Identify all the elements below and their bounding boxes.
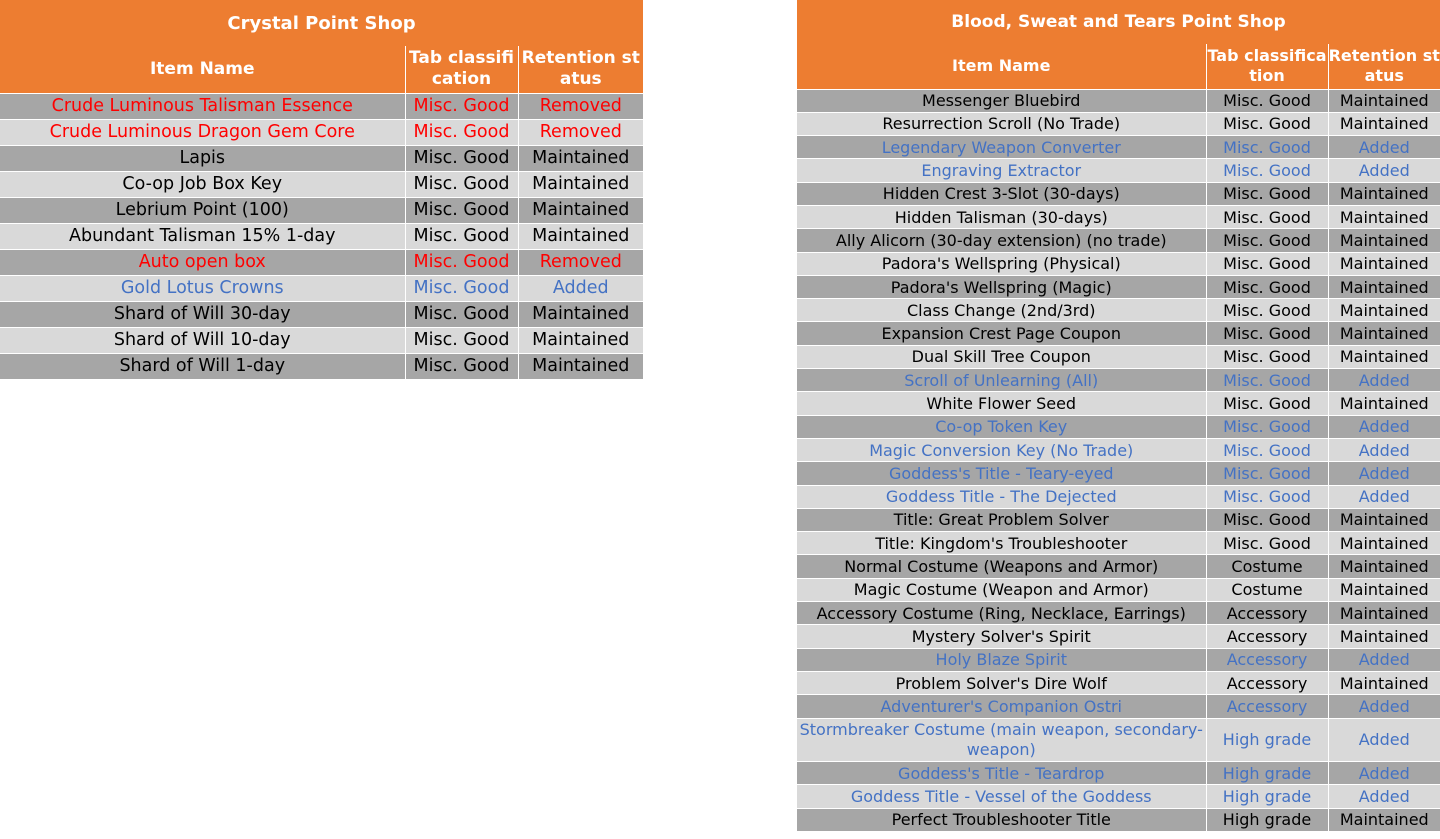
- item-name-cell: Goddess Title - The Dejected: [797, 485, 1206, 508]
- table-row: [797, 322, 1440, 345]
- item-name-cell: Accessory Costume (Ring, Necklace, Earrings): [797, 602, 1206, 625]
- table-row: [0, 145, 643, 171]
- table-row: [797, 275, 1440, 298]
- retention-status-cell: Maintained: [1328, 555, 1440, 578]
- item-name-cell: Class Change (2nd/3rd): [797, 299, 1206, 322]
- blood-sweat-tears-point-shop-table: [797, 0, 1440, 832]
- item-name-cell: White Flower Seed: [797, 392, 1206, 415]
- item-name-cell: Normal Costume (Weapons and Armor): [797, 555, 1206, 578]
- table-row: [797, 89, 1440, 112]
- retention-status-cell: Added: [1328, 718, 1440, 762]
- item-name-cell: Expansion Crest Page Coupon: [797, 322, 1206, 345]
- tab-classification-cell: Accessory: [1206, 625, 1328, 648]
- retention-status-cell: Added: [1328, 648, 1440, 671]
- table-row: [797, 671, 1440, 694]
- retention-status-cell: Added: [1328, 159, 1440, 182]
- item-name-cell: Dual Skill Tree Coupon: [797, 345, 1206, 368]
- tab-classification-cell: High grade: [1206, 762, 1328, 785]
- item-name-cell: Title: Kingdom's Troubleshooter: [797, 532, 1206, 555]
- table-row: [0, 301, 643, 327]
- retention-status-cell: Removed: [518, 119, 643, 145]
- table-row: [797, 485, 1440, 508]
- tab-classification-cell: Accessory: [1206, 602, 1328, 625]
- tab-classification-cell: Misc. Good: [1206, 182, 1328, 205]
- item-name-cell: Co-op Token Key: [797, 415, 1206, 438]
- table-title: Blood, Sweat and Tears Point Shop: [797, 0, 1440, 44]
- table-row: [797, 578, 1440, 601]
- table-row: [0, 249, 643, 275]
- table-row: [797, 415, 1440, 438]
- tab-classification-cell: Misc. Good: [405, 93, 518, 119]
- item-name-cell: Abundant Talisman 15% 1-day: [0, 223, 405, 249]
- tab-classification-cell: Misc. Good: [405, 171, 518, 197]
- item-name-cell: Goddess's Title - Teary-eyed: [797, 462, 1206, 485]
- retention-status-cell: Added: [1328, 136, 1440, 159]
- retention-status-cell: Maintained: [1328, 322, 1440, 345]
- retention-status-cell: Maintained: [1328, 299, 1440, 322]
- table-row: [0, 353, 643, 379]
- item-name-cell: Shard of Will 30-day: [0, 301, 405, 327]
- item-name-cell: Padora's Wellspring (Physical): [797, 252, 1206, 275]
- tab-classification-cell: Misc. Good: [1206, 392, 1328, 415]
- tab-classification-cell: Misc. Good: [405, 353, 518, 379]
- tab-classification-cell: High grade: [1206, 808, 1328, 831]
- item-name-cell: Lebrium Point (100): [0, 197, 405, 223]
- table-row: [797, 182, 1440, 205]
- retention-status-cell: Maintained: [518, 197, 643, 223]
- table-row: [797, 648, 1440, 671]
- retention-status-cell: Added: [1328, 462, 1440, 485]
- tab-classification-cell: High grade: [1206, 718, 1328, 762]
- tab-classification-cell: Misc. Good: [1206, 322, 1328, 345]
- retention-status-cell: Maintained: [1328, 808, 1440, 831]
- item-name-cell: Legendary Weapon Converter: [797, 136, 1206, 159]
- table-row: [797, 625, 1440, 648]
- table-row: [797, 532, 1440, 555]
- retention-status-cell: Added: [1328, 369, 1440, 392]
- item-name-cell: Shard of Will 10-day: [0, 327, 405, 353]
- item-name-cell: Adventurer's Companion Ostri: [797, 695, 1206, 718]
- tab-classification-cell: Misc. Good: [1206, 275, 1328, 298]
- tab-classification-cell: Misc. Good: [1206, 508, 1328, 531]
- column-header-tab-classification: Tab classification: [405, 46, 518, 93]
- tab-classification-cell: Misc. Good: [1206, 369, 1328, 392]
- tab-classification-cell: Misc. Good: [1206, 345, 1328, 368]
- item-name-cell: Gold Lotus Crowns: [0, 275, 405, 301]
- retention-status-cell: Removed: [518, 93, 643, 119]
- retention-status-cell: Added: [518, 275, 643, 301]
- tab-classification-cell: Misc. Good: [1206, 532, 1328, 555]
- tab-classification-cell: Misc. Good: [1206, 159, 1328, 182]
- retention-status-cell: Removed: [518, 249, 643, 275]
- retention-status-cell: Maintained: [1328, 392, 1440, 415]
- item-name-cell: Engraving Extractor: [797, 159, 1206, 182]
- column-header-retention-status: Retention status: [1328, 44, 1440, 89]
- table-row: [797, 438, 1440, 461]
- item-name-cell: Goddess's Title - Teardrop: [797, 762, 1206, 785]
- item-name-cell: Shard of Will 1-day: [0, 353, 405, 379]
- table-row: [797, 345, 1440, 368]
- item-name-cell: Hidden Talisman (30-days): [797, 205, 1206, 228]
- table-body: [797, 89, 1440, 832]
- table-row: [797, 762, 1440, 785]
- item-name-cell: Mystery Solver's Spirit: [797, 625, 1206, 648]
- tab-classification-cell: Misc. Good: [1206, 136, 1328, 159]
- tab-classification-cell: Misc. Good: [405, 249, 518, 275]
- table-body: [0, 93, 643, 379]
- retention-status-cell: Added: [1328, 438, 1440, 461]
- retention-status-cell: Maintained: [1328, 229, 1440, 252]
- table-row: [797, 508, 1440, 531]
- tab-classification-cell: Accessory: [1206, 671, 1328, 694]
- column-header-retention-status: Retention status: [518, 46, 643, 93]
- table-row: [0, 93, 643, 119]
- item-name-cell: Lapis: [0, 145, 405, 171]
- item-name-cell: Title: Great Problem Solver: [797, 508, 1206, 531]
- column-header-tab-classification: Tab classification: [1206, 44, 1328, 89]
- tab-classification-cell: High grade: [1206, 785, 1328, 808]
- table-row: [797, 602, 1440, 625]
- retention-status-cell: Maintained: [1328, 508, 1440, 531]
- tab-classification-cell: Accessory: [1206, 648, 1328, 671]
- column-header-item-name: Item Name: [0, 46, 405, 93]
- retention-status-cell: Added: [1328, 415, 1440, 438]
- item-name-cell: Problem Solver's Dire Wolf: [797, 671, 1206, 694]
- tab-classification-cell: Misc. Good: [405, 223, 518, 249]
- table-row: [797, 808, 1440, 831]
- tab-classification-cell: Misc. Good: [1206, 252, 1328, 275]
- retention-status-cell: Maintained: [518, 301, 643, 327]
- item-name-cell: Goddess Title - Vessel of the Goddess: [797, 785, 1206, 808]
- retention-status-cell: Added: [1328, 485, 1440, 508]
- tab-classification-cell: Misc. Good: [1206, 415, 1328, 438]
- retention-status-cell: Maintained: [518, 223, 643, 249]
- retention-status-cell: Maintained: [1328, 345, 1440, 368]
- table-title: Crystal Point Shop: [0, 0, 643, 46]
- item-name-cell: Magic Costume (Weapon and Armor): [797, 578, 1206, 601]
- tab-classification-cell: Costume: [1206, 578, 1328, 601]
- item-name-cell: Messenger Bluebird: [797, 89, 1206, 112]
- retention-status-cell: Maintained: [1328, 275, 1440, 298]
- table-row: [0, 275, 643, 301]
- item-name-cell: Crude Luminous Talisman Essence: [0, 93, 405, 119]
- item-name-cell: Hidden Crest 3-Slot (30-days): [797, 182, 1206, 205]
- table-row: [797, 112, 1440, 135]
- table-row: [797, 136, 1440, 159]
- table-row: [797, 718, 1440, 762]
- item-name-cell: Crude Luminous Dragon Gem Core: [0, 119, 405, 145]
- table-row: [0, 119, 643, 145]
- tab-classification-cell: Misc. Good: [1206, 89, 1328, 112]
- retention-status-cell: Maintained: [1328, 89, 1440, 112]
- column-header-item-name: Item Name: [797, 44, 1206, 89]
- tab-classification-cell: Costume: [1206, 555, 1328, 578]
- retention-status-cell: Maintained: [1328, 205, 1440, 228]
- tab-classification-cell: Misc. Good: [1206, 438, 1328, 461]
- table-row: [797, 785, 1440, 808]
- tab-classification-cell: Misc. Good: [1206, 205, 1328, 228]
- tab-classification-cell: Misc. Good: [405, 197, 518, 223]
- table-row: [797, 252, 1440, 275]
- table-row: [797, 462, 1440, 485]
- item-name-cell: Ally Alicorn (30-day extension) (no trade): [797, 229, 1206, 252]
- retention-status-cell: Maintained: [1328, 532, 1440, 555]
- table-row: [797, 392, 1440, 415]
- table-row: [0, 223, 643, 249]
- table-row: [0, 327, 643, 353]
- tab-classification-cell: Misc. Good: [405, 119, 518, 145]
- table-row: [797, 229, 1440, 252]
- retention-status-cell: Maintained: [1328, 578, 1440, 601]
- table-row: [797, 205, 1440, 228]
- item-name-cell: Stormbreaker Costume (main weapon, secondary-weapon): [797, 718, 1206, 762]
- tab-classification-cell: Misc. Good: [405, 275, 518, 301]
- item-name-cell: Magic Conversion Key (No Trade): [797, 438, 1206, 461]
- table-row: [797, 695, 1440, 718]
- retention-status-cell: Maintained: [518, 145, 643, 171]
- item-name-cell: Co-op Job Box Key: [0, 171, 405, 197]
- item-name-cell: Padora's Wellspring (Magic): [797, 275, 1206, 298]
- table-row: [797, 159, 1440, 182]
- table-row: [0, 197, 643, 223]
- table-row: [797, 555, 1440, 578]
- item-name-cell: Scroll of Unlearning (All): [797, 369, 1206, 392]
- item-name-cell: Holy Blaze Spirit: [797, 648, 1206, 671]
- retention-status-cell: Maintained: [518, 171, 643, 197]
- retention-status-cell: Maintained: [1328, 112, 1440, 135]
- tab-classification-cell: Misc. Good: [1206, 112, 1328, 135]
- retention-status-cell: Maintained: [1328, 671, 1440, 694]
- tab-classification-cell: Misc. Good: [1206, 299, 1328, 322]
- tab-classification-cell: Misc. Good: [1206, 229, 1328, 252]
- item-name-cell: Auto open box: [0, 249, 405, 275]
- crystal-point-shop-table: [0, 0, 643, 380]
- retention-status-cell: Maintained: [518, 353, 643, 379]
- table-row: [0, 171, 643, 197]
- tab-classification-cell: Misc. Good: [1206, 485, 1328, 508]
- item-name-cell: Resurrection Scroll (No Trade): [797, 112, 1206, 135]
- item-name-cell: Perfect Troubleshooter Title: [797, 808, 1206, 831]
- retention-status-cell: Maintained: [1328, 602, 1440, 625]
- table-row: [797, 369, 1440, 392]
- retention-status-cell: Added: [1328, 762, 1440, 785]
- retention-status-cell: Maintained: [1328, 182, 1440, 205]
- retention-status-cell: Added: [1328, 695, 1440, 718]
- tab-classification-cell: Accessory: [1206, 695, 1328, 718]
- retention-status-cell: Maintained: [518, 327, 643, 353]
- retention-status-cell: Maintained: [1328, 625, 1440, 648]
- retention-status-cell: Maintained: [1328, 252, 1440, 275]
- tab-classification-cell: Misc. Good: [405, 145, 518, 171]
- tab-classification-cell: Misc. Good: [405, 327, 518, 353]
- tab-classification-cell: Misc. Good: [1206, 462, 1328, 485]
- table-row: [797, 299, 1440, 322]
- tab-classification-cell: Misc. Good: [405, 301, 518, 327]
- retention-status-cell: Added: [1328, 785, 1440, 808]
